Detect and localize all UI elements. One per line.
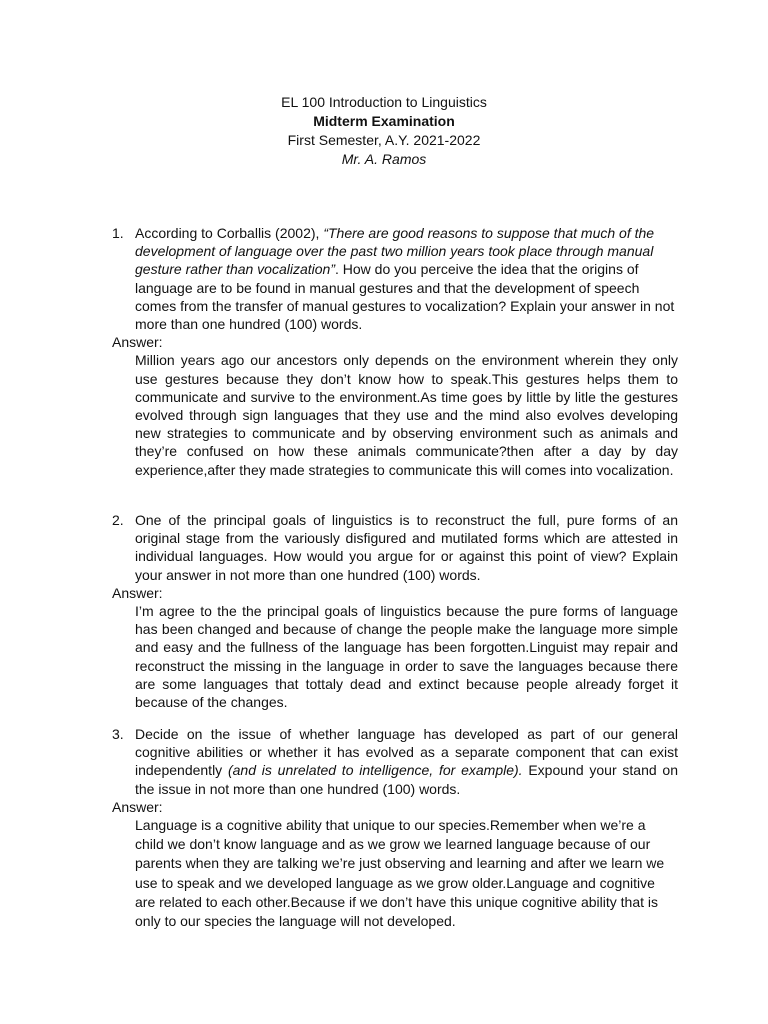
question-text xyxy=(135,725,678,798)
answer-text: Million years ago our ancestors only depends on the environment wherein they only use gestures because they don’t know how to speak.This gestures helps them to communicate and survive to the environment.As time goes by little by litle the gestures evolved through sign languages that they use and the mind also evolves developing new strategies to communicate and by observing environment such as animals and they’re confused on how these animals communicate?then after a day by day experience,after they made strategies to communicate this will comes into vocalization. xyxy=(135,352,678,478)
question-text-rest: Expound your stand on the issue in not more than one hundred (100) words. xyxy=(135,762,678,797)
course-title: EL 100 Introduction to Linguistics xyxy=(281,94,487,110)
question-text-rest: . How do you perceive the idea that the origins of language are to be found in manual gestures and that the development of speech comes from the transfer of manual gestures to vocalization? Explain your answer in not more than one hundred (100) words. xyxy=(135,261,675,333)
answer-label: Answer: xyxy=(112,798,163,815)
question-text xyxy=(135,224,678,333)
question-number: 3. xyxy=(112,726,124,742)
question-parenthetical: (and is unrelated to intelligence, for example). xyxy=(227,762,523,779)
instructor-name: Mr. A. Ramos xyxy=(341,151,427,167)
question-text-intro: Decide on the issue of whether language has developed as part of our general cognitive abilities or whether it has evolved as a separate component that can exist independently xyxy=(135,726,678,779)
exam-title: Midterm Examination xyxy=(313,113,455,129)
exam-header xyxy=(0,93,768,169)
answer-label: Answer: xyxy=(112,334,163,351)
semester-line: First Semester, A.Y. 2021-2022 xyxy=(287,132,481,148)
question-text: One of the principal goals of linguistics is to reconstruct the full, pure forms of an original stage from the variously disfigured and mutilated forms which are attested in individual languages. How would you argue for or against this point of view? Explain your answer in not more than one hundred (100) words. xyxy=(135,512,678,583)
answer-text: Language is a cognitive ability that unique to our species.Remember when we’re a child we don’t know language and as we grow we learned language because of our parents when they are talking we’re just observing and learning and after we learn we use to speak and we developed language as we grow older.Language and cognitive are related to each other.Because if we don’t have this unique cognitive ability that is only to our species the language will not developed. xyxy=(135,817,665,930)
question-1 xyxy=(112,224,678,479)
answer-text: I’m agree to the the principal goals of linguistics because the pure forms of language has been changed and because of change the people make the language more simple and easy and the fullness of the language has been forgotten.Linguist may repair and reconstruct the missing in the language in order to save the languages because there are some languages that tottaly dead and extinct because people already forget it because of the changes. xyxy=(135,603,678,711)
question-2 xyxy=(112,511,678,711)
question-number: 2. xyxy=(112,512,124,528)
question-text-intro: According to Corballis (2002), xyxy=(135,225,324,241)
answer-label: Answer: xyxy=(112,584,163,601)
question-quote: “There are good reasons to suppose that much of the development of language over the past two million years took place through manual gesture rather than vocalization” xyxy=(135,225,655,278)
question-number: 1. xyxy=(112,225,124,241)
question-3 xyxy=(112,725,678,931)
